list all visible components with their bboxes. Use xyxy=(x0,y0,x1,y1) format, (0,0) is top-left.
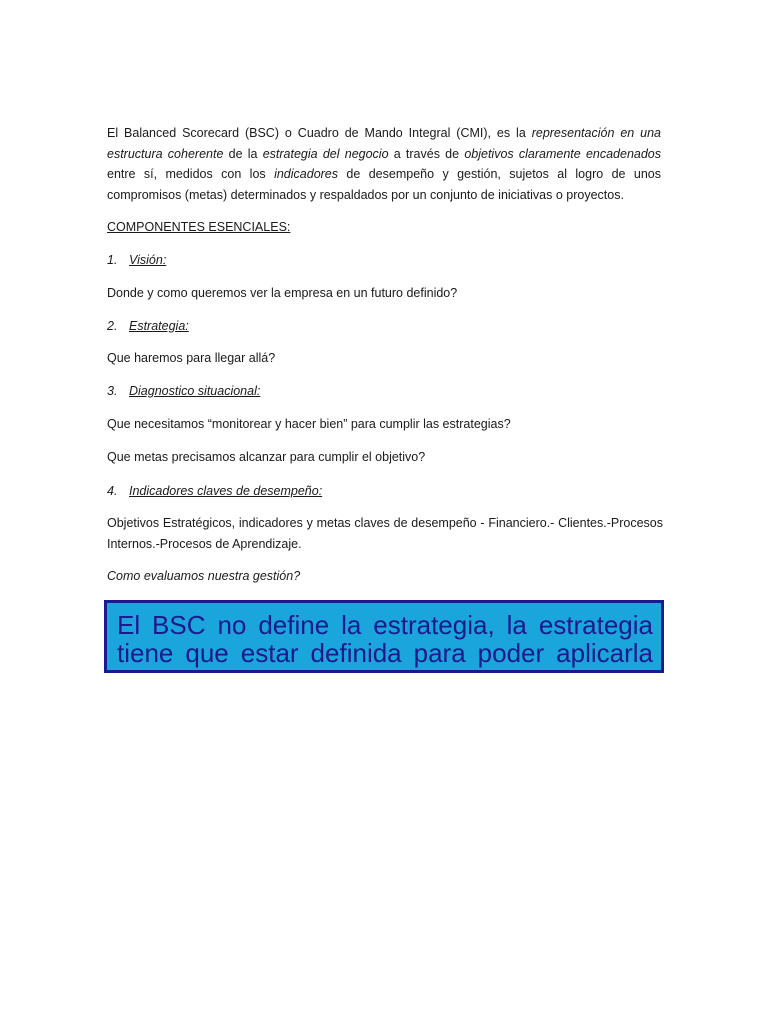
intro-text-3: a través de xyxy=(388,146,465,161)
section-heading-vision xyxy=(107,250,667,270)
section-text: Que haremos para llegar allá? xyxy=(107,351,276,365)
section-title: Diagnostico situacional: xyxy=(129,384,261,398)
section-heading-indicators xyxy=(107,481,667,501)
section-text: Donde y como queremos ver la empresa en un futuro definido? xyxy=(107,286,458,300)
section-text: Objetivos Estratégicos, indicadores y metas claves de desempeño - Financiero.- Clientes.-Procesos Internos.-Procesos de Aprendizaje. xyxy=(107,516,663,551)
intro-italic-1: representación en una estructura coherente xyxy=(107,126,661,161)
intro-italic-3: objetivos claramente encadenados xyxy=(464,146,662,161)
intro-text-5: de desempeño y gestión, sujetos al logro de unos compromisos (metas) determinados y respaldados por un conjunto de iniciativas o proyectos. xyxy=(107,167,662,202)
intro-text-4: entre sí, medidos con los xyxy=(107,167,275,181)
intro-paragraph xyxy=(107,123,661,205)
section-title: Estrategia: xyxy=(129,319,189,333)
intro-italic-2: estrategia del negocio xyxy=(262,146,389,161)
callout-text: El BSC no define la estrategia, la estrategia tiene que estar definida para poder aplicarla xyxy=(117,610,653,668)
components-title: COMPONENTES ESENCIALES: xyxy=(107,220,291,234)
section-title: Indicadores claves de desempeño: xyxy=(129,484,323,498)
section-closing-question: Como evaluamos nuestra gestión? xyxy=(107,569,301,583)
section-heading-diagnosis xyxy=(107,381,667,401)
section-heading-strategy xyxy=(107,316,667,336)
section-number: 3. xyxy=(107,384,118,398)
callout-box xyxy=(104,600,664,673)
intro-italic-4: indicadores xyxy=(274,167,339,181)
section-text: Que metas precisamos alcanzar para cumplir el objetivo? xyxy=(107,450,426,464)
section-number: 2. xyxy=(107,319,118,333)
intro-text-1: El Balanced Scorecard (BSC) o Cuadro de Mando Integral (CMI), es la xyxy=(107,126,532,140)
section-text: Que necesitamos “monitorear y hacer bien” para cumplir las estrategias? xyxy=(107,417,511,431)
section-number: 4. xyxy=(107,484,118,498)
intro-text-2: de la xyxy=(223,146,263,161)
section-number: 1. xyxy=(107,253,118,267)
section-title: Visión: xyxy=(129,253,167,267)
